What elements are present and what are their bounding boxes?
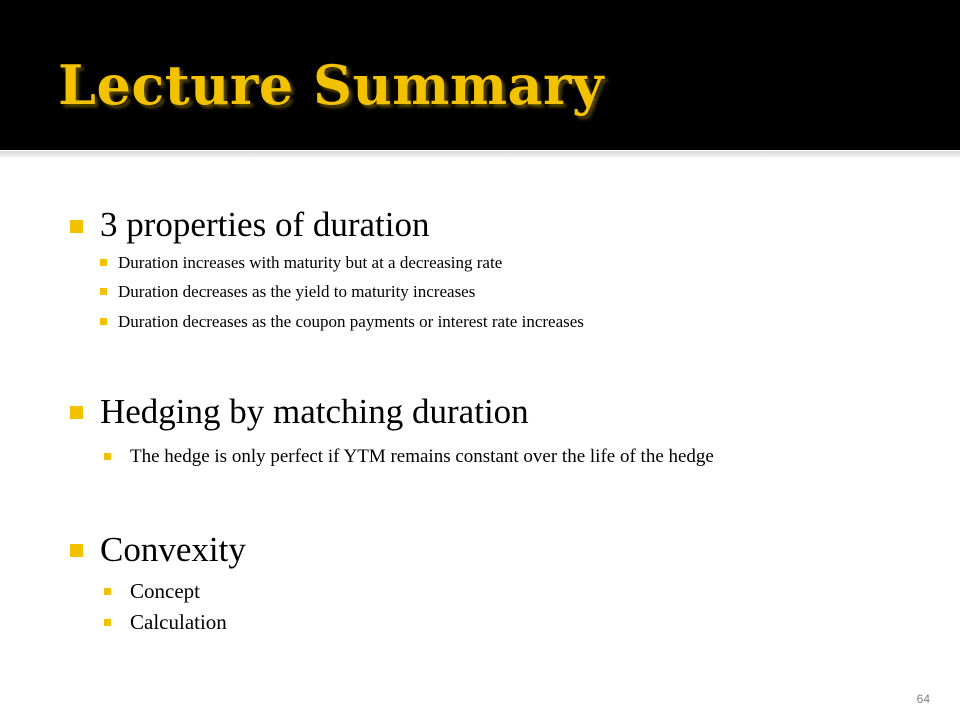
bullet-square-icon [70,220,83,233]
sub-bullet-square-icon [104,588,111,595]
list-item: Calculation [130,610,227,634]
sub-bullet-square-icon [104,619,111,626]
sub-bullet-square-icon [100,288,107,295]
page-number: 64 [916,692,930,706]
sub-bullet-square-icon [100,259,107,266]
list-item: Duration increases with maturity but at a decreasing rate [118,253,503,272]
list-item: Concept [130,579,200,603]
section-heading-hedging: Hedging by matching duration [100,392,529,431]
bullet-square-icon [70,544,83,557]
list-item: Duration decreases as the coupon payments or interest rate increases [118,312,584,331]
list-item: Duration decreases as the yield to maturity increases [118,282,476,301]
bullet-square-icon [70,406,83,419]
slide-title: Lecture Summary [58,53,604,117]
list-item: The hedge is only perfect if YTM remains constant over the life of the hedge [130,446,714,467]
sub-bullet-square-icon [104,453,111,460]
sub-bullet-square-icon [100,318,107,325]
section-heading-convexity: Convexity [100,530,246,569]
section-heading-duration-properties: 3 properties of duration [100,205,430,244]
